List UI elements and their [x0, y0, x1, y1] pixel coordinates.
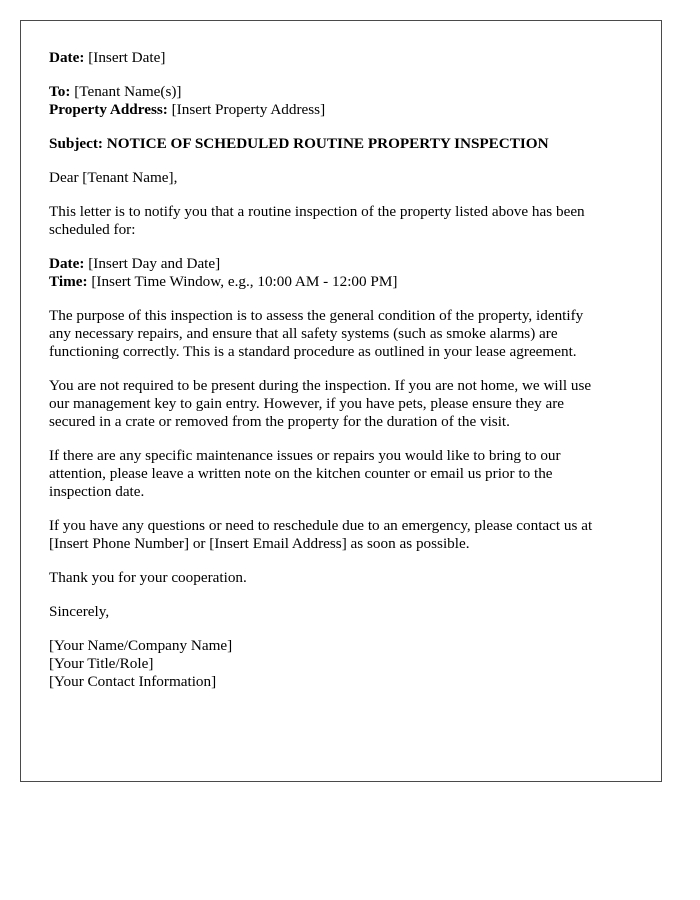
contact-paragraph [49, 517, 633, 553]
maintenance-line-2: attention, please leave a written note on the kitchen counter or email us prior to the [49, 465, 553, 482]
contact-line-1: If you have any questions or need to reschedule due to an emergency, please contact us at [49, 517, 593, 534]
schedule-date-line [49, 255, 633, 273]
signature-title: [Your Title/Role] [49, 655, 154, 672]
schedule-date-value: [Insert Day and Date] [88, 255, 221, 272]
schedule-time-line [49, 273, 633, 291]
closing-line: Sincerely, [49, 603, 110, 620]
address-label: Property Address: [49, 101, 168, 118]
greeting: Dear [Tenant Name], [49, 169, 178, 186]
schedule-date-label: Date: [49, 255, 85, 272]
address-line [49, 101, 633, 119]
presence-paragraph [49, 377, 633, 431]
schedule-time-label: Time: [49, 273, 88, 290]
schedule-time-value: [Insert Time Window, e.g., 10:00 AM - 12:00 PM] [91, 273, 398, 290]
signature-name: [Your Name/Company Name] [49, 637, 233, 654]
maintenance-line-1: If there are any specific maintenance issues or repairs you would like to bring to our [49, 447, 561, 464]
signature-contact: [Your Contact Information] [49, 673, 217, 690]
address-value: [Insert Property Address] [171, 101, 326, 118]
signature-block [49, 637, 633, 691]
intro-line-1: This letter is to notify you that a routine inspection of the property listed above has been [49, 203, 585, 220]
presence-line-3: secured in a crate or removed from the property for the duration of the visit. [49, 413, 510, 430]
intro-paragraph [49, 203, 633, 239]
date-label: Date: [49, 49, 85, 66]
maintenance-paragraph [49, 447, 633, 501]
letter-document [20, 20, 662, 782]
subject-value: NOTICE OF SCHEDULED ROUTINE PROPERTY INSPECTION [106, 135, 549, 152]
purpose-line-1: The purpose of this inspection is to assess the general condition of the property, identify [49, 307, 584, 324]
date-line [49, 49, 633, 67]
presence-line-2: our management key to gain entry. However, if you have pets, please ensure they are [49, 395, 565, 412]
to-line [49, 83, 633, 101]
purpose-paragraph [49, 307, 633, 361]
date-value: [Insert Date] [88, 49, 166, 66]
purpose-line-2: any necessary repairs, and ensure that all safety systems (such as smoke alarms) are [49, 325, 558, 342]
intro-line-2: scheduled for: [49, 221, 136, 238]
to-label: To: [49, 83, 71, 100]
recipient-block [49, 83, 633, 119]
purpose-line-3: functioning correctly. This is a standard procedure as outlined in your lease agreement. [49, 343, 577, 360]
to-value: [Tenant Name(s)] [74, 83, 182, 100]
subject-line [49, 135, 633, 153]
thanks-line: Thank you for your cooperation. [49, 569, 247, 586]
contact-line-2: [Insert Phone Number] or [Insert Email Address] as soon as possible. [49, 535, 470, 552]
schedule-block [49, 255, 633, 291]
presence-line-1: You are not required to be present during the inspection. If you are not home, we will use [49, 377, 592, 394]
maintenance-line-3: inspection date. [49, 483, 145, 500]
subject-label: Subject: [49, 135, 103, 152]
